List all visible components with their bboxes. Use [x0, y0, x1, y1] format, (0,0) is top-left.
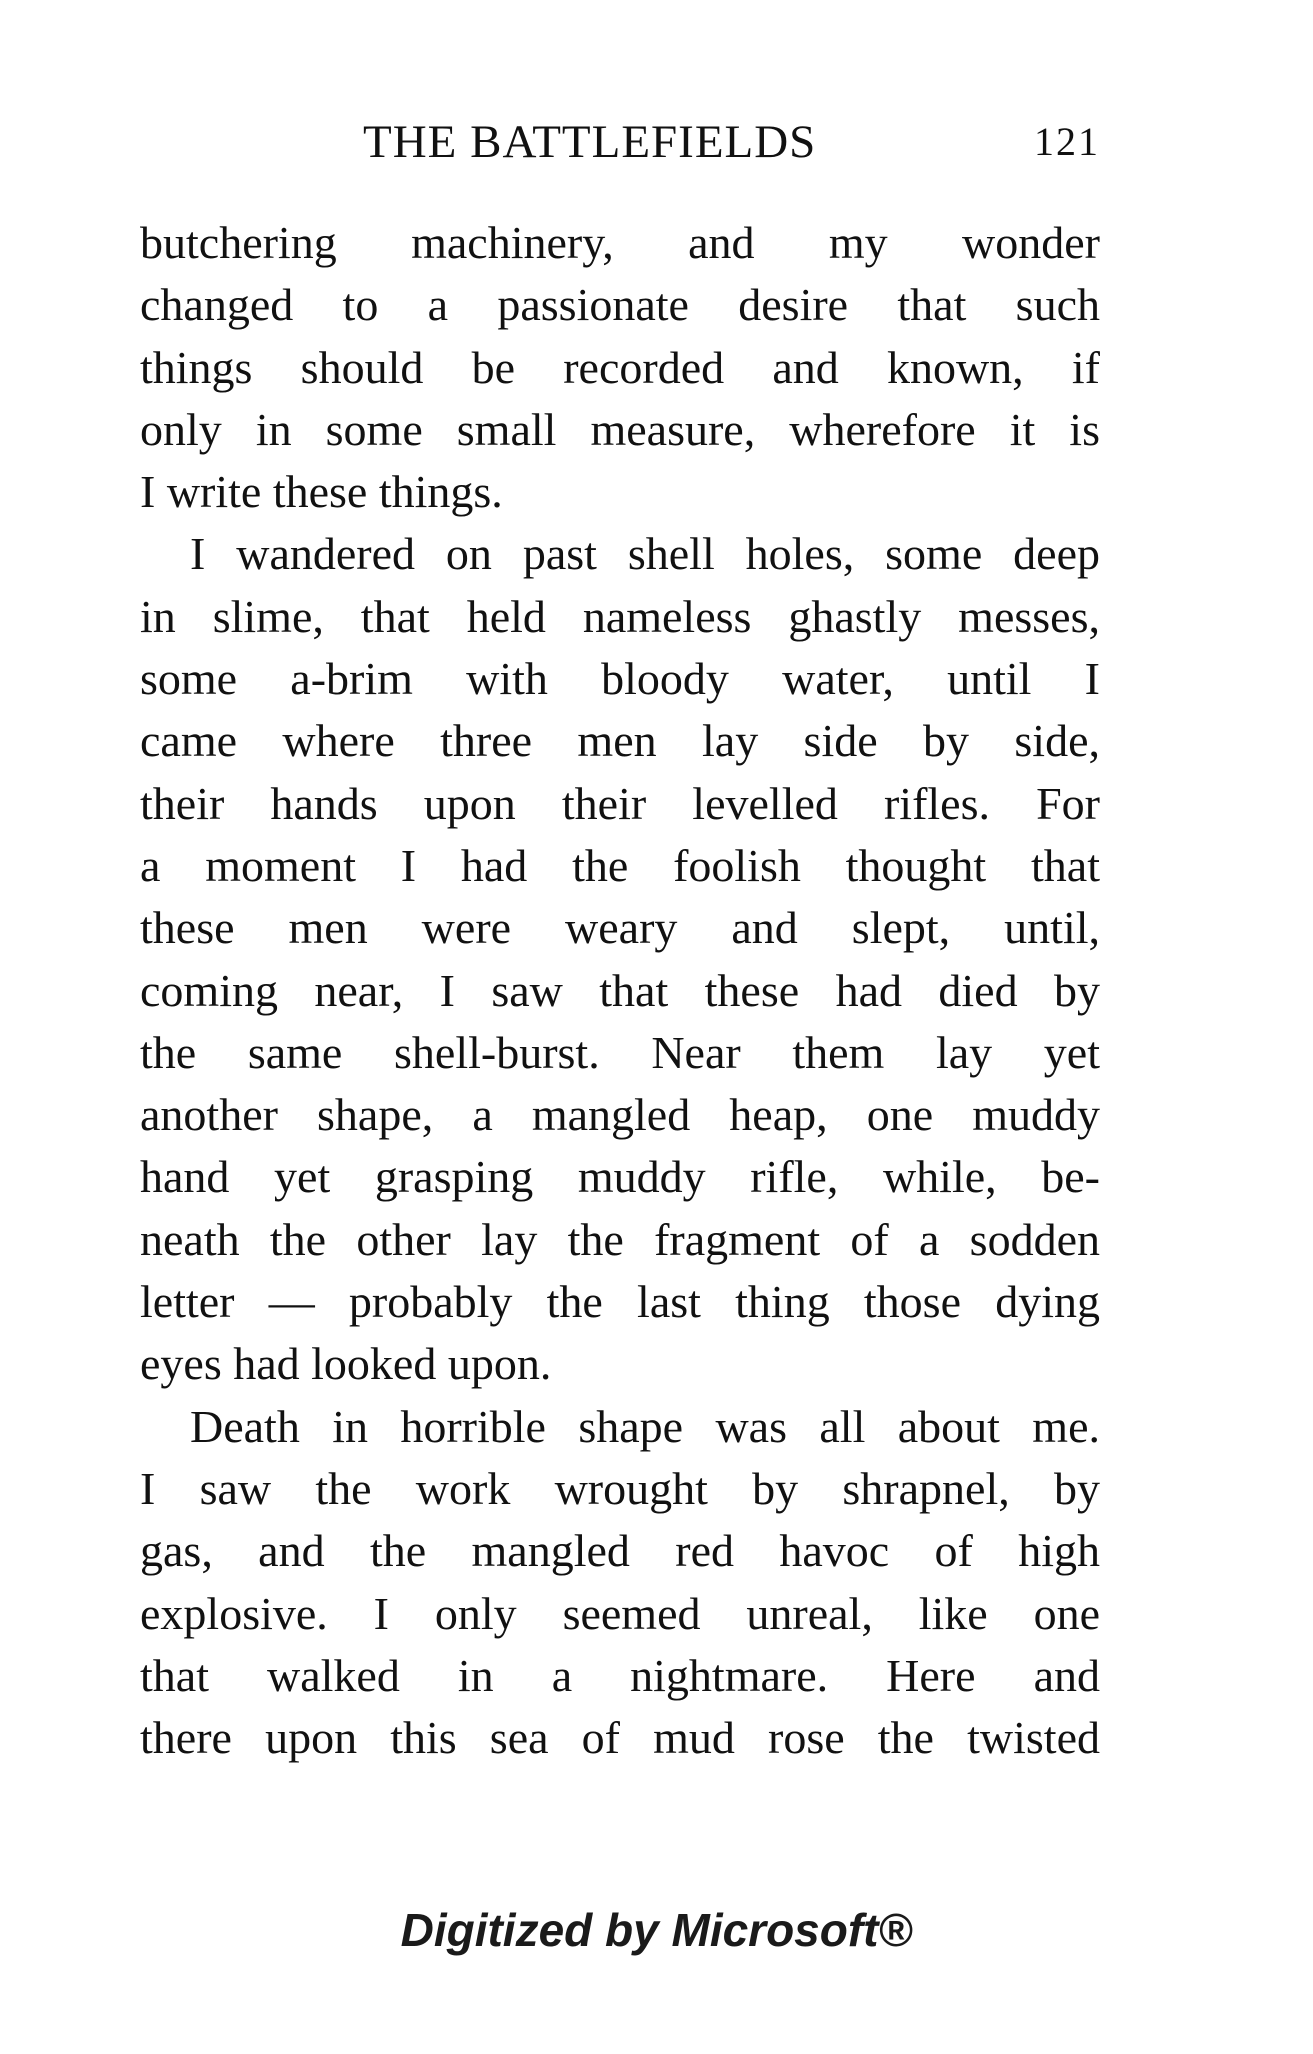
text-line: letter — probably the last thing those dying [140, 1276, 1100, 1328]
body-text [140, 212, 1100, 1769]
text-line: eyes had looked upon. [140, 1338, 552, 1390]
text-line: came where three men lay side by side, [140, 715, 1100, 767]
text-line: the same shell-burst. Near them lay yet [140, 1026, 1100, 1078]
text-line: some a-brim with bloody water, until I [140, 653, 1100, 705]
page-number: 121 [1034, 119, 1100, 164]
text-line: I saw the work wrought by shrapnel, by [140, 1462, 1100, 1514]
text-line: these men were weary and slept, until, [140, 902, 1100, 954]
text-line: in slime, that held nameless ghastly messes, [140, 590, 1100, 642]
text-line: there upon this sea of mud rose the twisted [140, 1712, 1100, 1764]
text-line: things should be recorded and known, if [140, 341, 1100, 393]
text-line: another shape, a mangled heap, one muddy [140, 1089, 1100, 1141]
text-line: explosive. I only seemed unreal, like one [140, 1587, 1100, 1639]
text-line: neath the other lay the fragment of a sodden [140, 1213, 1100, 1265]
text-line: gas, and the mangled red havoc of high [140, 1525, 1100, 1577]
text-line: butchering machinery, and my wonder [140, 217, 1100, 268]
text-line: Death in horrible shape was all about me. [190, 1400, 1100, 1452]
text-line: I write these things. [140, 466, 503, 518]
text-line: a moment I had the foolish thought that [140, 839, 1100, 891]
text-line: hand yet grasping muddy rifle, while, be- [140, 1151, 1100, 1203]
text-line: only in some small measure, wherefore it is [140, 403, 1100, 455]
text-line: changed to a passionate desire that such [140, 279, 1100, 331]
text-line: coming near, I saw that these had died by [140, 964, 1100, 1016]
running-head [140, 112, 1100, 172]
text-line: their hands upon their levelled rifles. For [140, 777, 1100, 829]
digitization-watermark: Digitized by Microsoft® [400, 1904, 913, 1956]
running-title: THE BATTLEFIELDS [363, 116, 817, 168]
text-line: I wandered on past shell holes, some deep [190, 528, 1100, 580]
text-line: that walked in a nightmare. Here and [140, 1649, 1100, 1701]
